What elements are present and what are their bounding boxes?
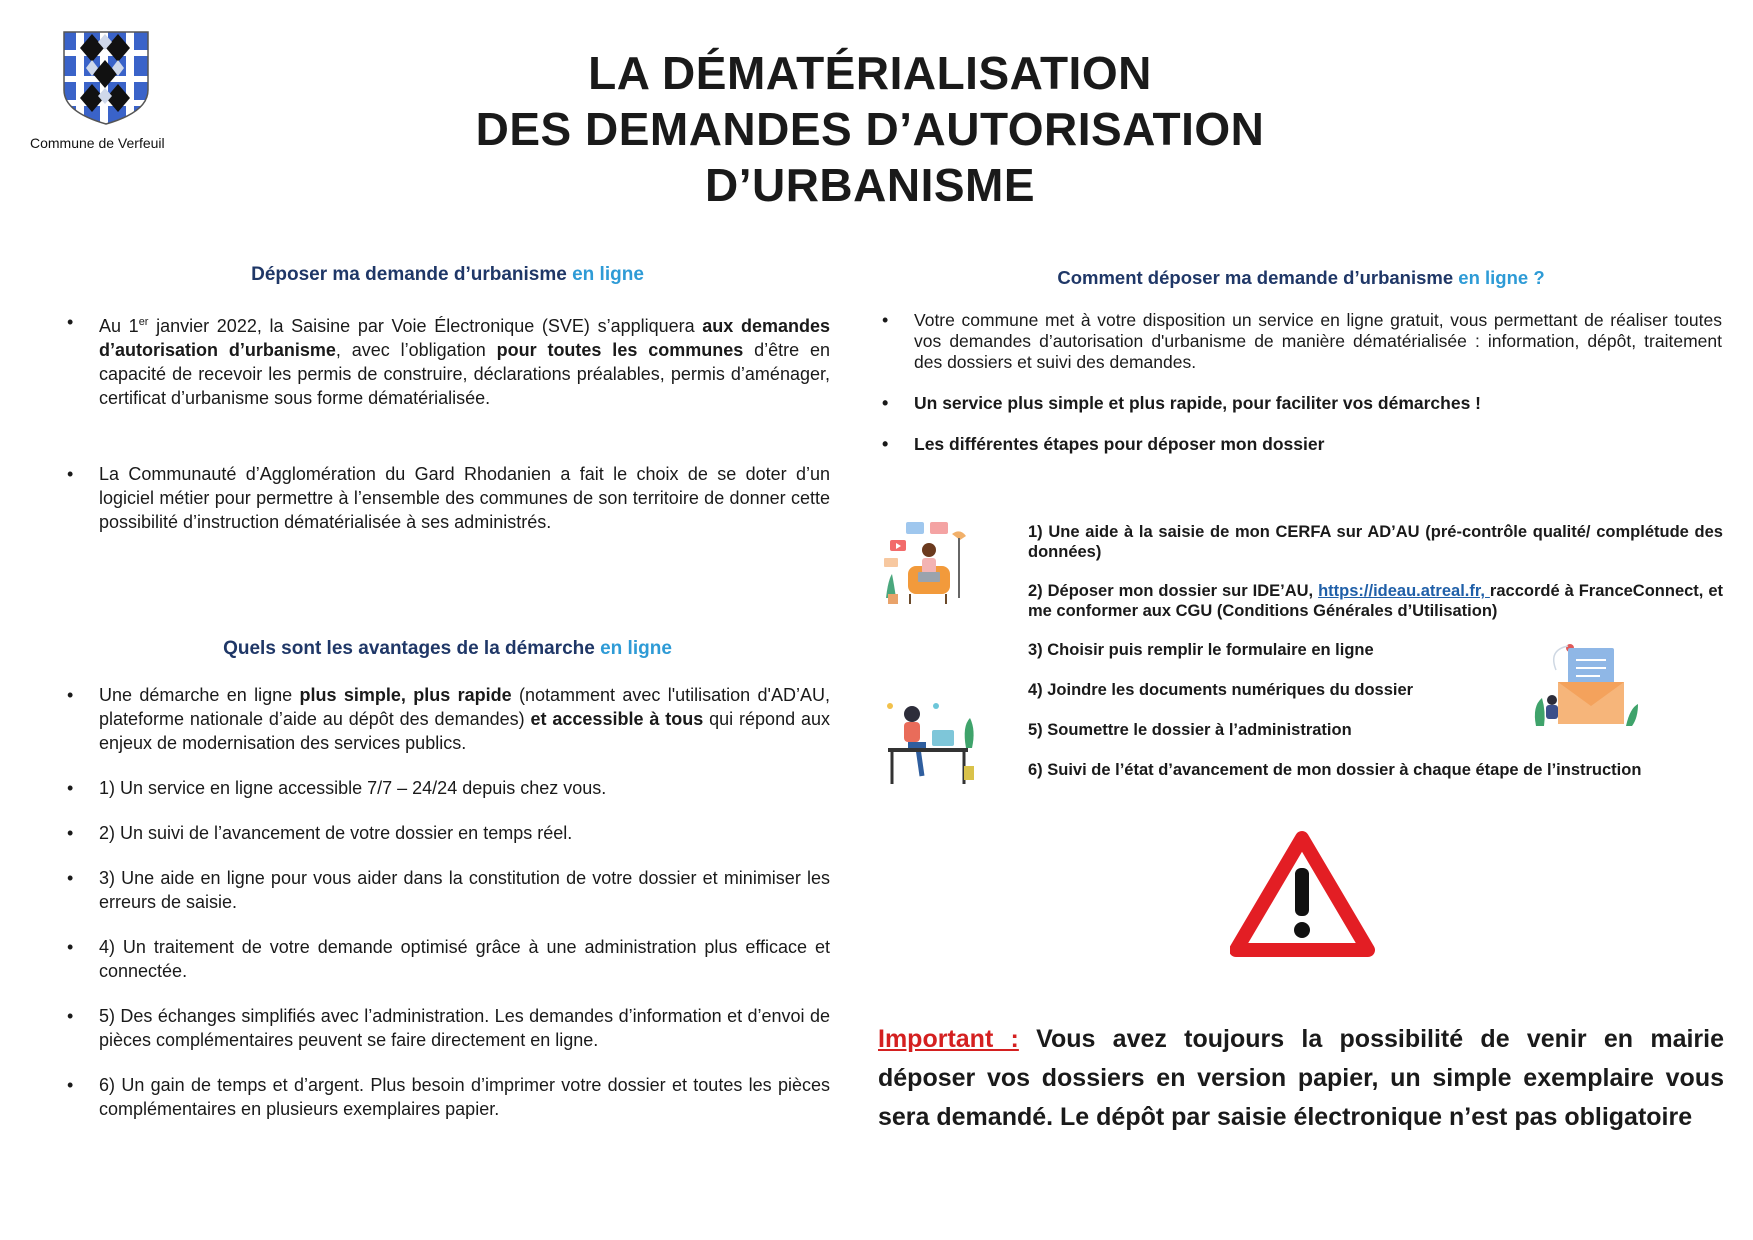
- bold-text: et accessible à tous: [530, 709, 704, 729]
- heading-text: Comment déposer ma demande d’urbanisme: [1057, 267, 1454, 288]
- step-1: 1) Une aide à la saisie de mon CERFA sur AD’AU (pré-contrôle qualité/ complétude des données): [1028, 523, 1723, 561]
- bold-text: plus simple, plus rapide: [299, 685, 512, 705]
- section-heading-comment: [880, 267, 1722, 289]
- warning-triangle-icon: [1230, 830, 1375, 960]
- list-item: • 5) Des échanges simplifiés avec l’administration. Les demandes d’information et d’envoi de pièces complémentaires peuvent se faire directement en ligne.: [65, 1004, 830, 1052]
- list-item: • 1) Un service en ligne accessible 7/7 – 24/24 depuis chez vous.: [65, 776, 830, 800]
- title-line-1: LA DÉMATÉRIALISATION: [588, 47, 1152, 99]
- heading-accent: en ligne ?: [1458, 267, 1545, 288]
- important-text: Vous avez toujours la possibilité de venir en mairie déposer vos dossiers en version papier, un simple exemplaire vous sera demandé. Le dépôt par saisie électronique n’est pas obligatoire: [878, 1025, 1724, 1131]
- heading-text: Quels sont les avantages de la démarche: [223, 638, 595, 659]
- page-title: [430, 45, 1310, 213]
- list-item: [65, 683, 830, 755]
- important-label: Important :: [878, 1025, 1019, 1053]
- step-2-text: 2) Déposer mon dossier sur IDE’AU,: [1028, 582, 1319, 600]
- bold-text: pour toutes les communes: [496, 340, 744, 360]
- text: Une démarche en ligne: [99, 685, 300, 705]
- list-item: • Votre commune met à votre disposition un service en ligne gratuit, vous permettant de réaliser toutes vos demandes d’autorisation d'urbanisme de manière dématérialisée : information, dépôt, traitement des dossiers et suivi des demandes.: [880, 310, 1722, 373]
- step-3: 3) Choisir puis remplir le formulaire en ligne: [1028, 641, 1374, 659]
- step-2-text-end: raccordé à FranceConnect, et me conformer aux CGU (Conditions Générales d’Utilisation): [1028, 582, 1724, 620]
- list-item: • Les différentes étapes pour déposer mon dossier: [880, 434, 1722, 455]
- text: qui répond aux enjeux de modernisation des services publics.: [99, 709, 831, 753]
- list-item: • La Communauté d’Agglomération du Gard Rhodanien a fait le choix de se doter d’un logiciel métier pour permettre à l’ensemble des communes de son territoire de donner cette possibilité d’instruction dématérialisée à ses administrés.: [65, 462, 830, 534]
- steps-list: [1028, 522, 1723, 780]
- section-heading-deposer: [65, 264, 830, 286]
- title-line-2: DES DEMANDES D’AUTORISATION: [475, 103, 1265, 155]
- text: (notamment avec l'utilisation d'AD’AU, plateforme nationale d’aide au dépôt des demandes): [99, 685, 830, 729]
- person-laptop-illustration: [880, 518, 975, 608]
- heading-accent: en ligne: [600, 638, 672, 659]
- list-item: [65, 310, 830, 410]
- list-item: • 4) Un traitement de votre demande optimisé grâce à une administration plus efficace et connectée.: [65, 935, 830, 983]
- important-notice: [878, 1020, 1724, 1137]
- list-item: • Un service plus simple et plus rapide, pour faciliter vos démarches !: [880, 393, 1722, 414]
- ideau-link[interactable]: https://ideau.atreal.fr,: [1318, 582, 1490, 600]
- bold-text: aux demandes d’autorisation d’urbanisme: [99, 316, 830, 360]
- person-desk-illustration: [878, 696, 980, 788]
- text: , avec l’obligation: [335, 340, 497, 360]
- step-5: 5) Soumettre le dossier à l’administration: [1028, 721, 1352, 739]
- section2-list: [65, 683, 830, 1121]
- right-list: [880, 310, 1722, 455]
- list-item: • 3) Une aide en ligne pour vous aider dans la constitution de votre dossier et minimiser les erreurs de saisie.: [65, 866, 830, 914]
- commune-coat-of-arms: [60, 30, 152, 126]
- section-heading-avantages: [65, 638, 830, 660]
- step-2: [1028, 581, 1723, 621]
- title-line-3: D’URBANISME: [704, 159, 1036, 211]
- section1-list: [65, 310, 830, 534]
- text: janvier 2022, la Saisine par Voie Électronique (SVE) s’appliquera: [148, 316, 703, 336]
- superscript: er: [138, 316, 149, 328]
- heading-text: Déposer ma demande d’urbanisme: [251, 264, 567, 285]
- text: d’être en capacité de recevoir les permis de construire, déclarations préalables, permis d’aménager, certificat d’urbanisme sous forme dématérialisée.: [99, 340, 831, 408]
- text: Au 1: [99, 316, 139, 336]
- commune-label: Commune de Verfeuil: [30, 135, 165, 151]
- step-4: 4) Joindre les documents numériques du dossier: [1028, 681, 1414, 699]
- heading-accent: en ligne: [572, 264, 644, 285]
- list-item: • 6) Un gain de temps et d’argent. Plus besoin d’imprimer votre dossier et toutes les pièces complémentaires en plusieurs exemplaires papier.: [65, 1073, 830, 1121]
- step-6: 6) Suivi de l’état d’avancement de mon dossier à chaque étape de l’instruction: [1028, 761, 1642, 779]
- list-item: • 2) Un suivi de l’avancement de votre dossier en temps réel.: [65, 821, 830, 845]
